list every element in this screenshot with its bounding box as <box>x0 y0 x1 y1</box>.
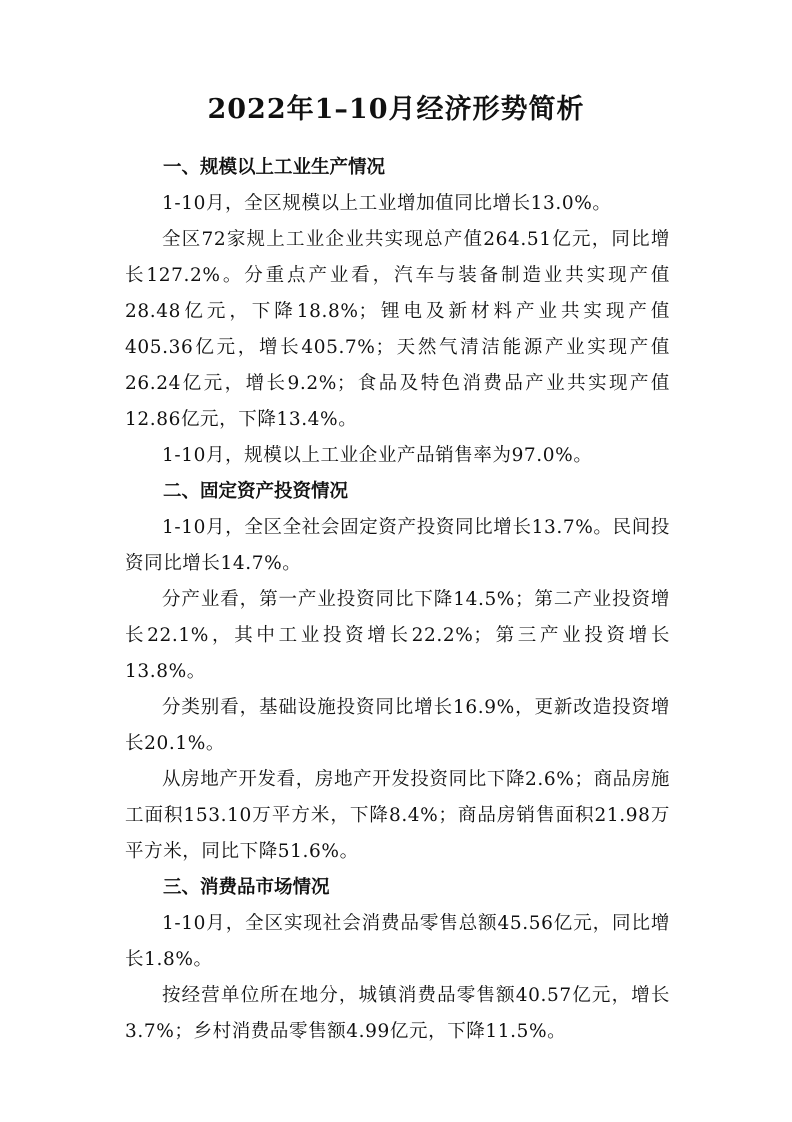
paragraph: 全区72家规上工业企业共实现总产值264.51亿元，同比增长127.2%。分重点产业看，汽车与装备制造业共实现产值28.48亿元，下降18.8%；锂电及新材料产业共实现产值405.36亿元，增长405.7%；天然气清洁能源产业实现产值26.24亿元，增长9.2%；食品及特色消费品产业共实现产值12.86亿元，下降13.4%。 <box>125 229 670 430</box>
paragraph: 按经营单位所在地分，城镇消费品零售额40.57亿元，增长3.7%；乡村消费品零售额4.99亿元，下降11.5%。 <box>125 985 670 1042</box>
section-consumer-market <box>125 870 670 1050</box>
section-heading: 一、规模以上工业生产情况 <box>163 157 386 178</box>
paragraph: 1-10月，全区全社会固定资产投资同比增长13.7%。民间投资同比增长14.7%。 <box>125 517 670 574</box>
document-title: 2022年1–10月经济形势简析 <box>207 94 585 125</box>
paragraph: 1-10月，全区实现社会消费品零售总额45.56亿元，同比增长1.8%。 <box>125 913 670 970</box>
paragraph: 分类别看，基础设施投资同比增长16.9%，更新改造投资增长20.1%。 <box>125 697 670 754</box>
document-body <box>125 150 670 1050</box>
section-industry <box>125 150 670 474</box>
section-fixed-asset-investment <box>125 474 670 870</box>
paragraph: 1-10月，全区规模以上工业增加值同比增长13.0%。 <box>162 193 612 214</box>
paragraph: 1-10月，规模以上工业企业产品销售率为97.0%。 <box>162 445 593 466</box>
section-heading: 二、固定资产投资情况 <box>163 481 349 502</box>
paragraph: 从房地产开发看，房地产开发投资同比下降2.6%；商品房施工面积153.10万平方米，下降8.4%；商品房销售面积21.98万平方米，同比下降51.6%。 <box>125 769 670 862</box>
section-heading: 三、消费品市场情况 <box>163 877 330 898</box>
paragraph: 分产业看，第一产业投资同比下降14.5%；第二产业投资增长22.1%，其中工业投资增长22.2%；第三产业投资增长13.8%。 <box>125 589 670 682</box>
